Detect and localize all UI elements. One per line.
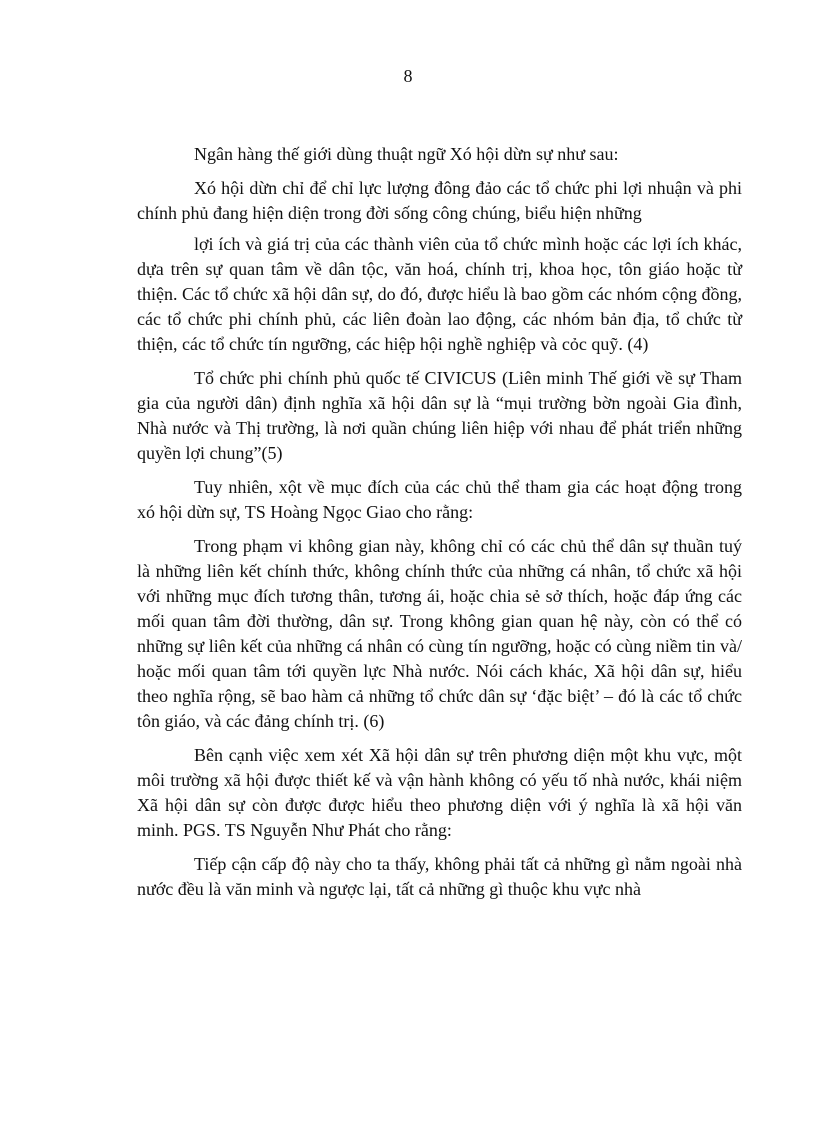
paragraph-4: Tổ chức phi chính phủ quốc tế CIVICUS (Liên minh Thế giới về sự Tham gia của người dân) định nghĩa xã hội dân sự là “mụi trường bờn ngoài Gia đình, Nhà nước và Thị trường, là nơi quần chúng liên hiệp với nhau để phát triển những quyền lợi chung”(5)	[137, 368, 742, 463]
paragraph-7: Bên cạnh việc xem xét Xã hội dân sự trên phương diện một khu vực, một môi trường xã hội được thiết kế và vận hành không có yếu tố nhà nước, khái niệm Xã hội dân sự còn được được hiểu theo phương diện với ý nghĩa là xã hội văn minh. PGS. TS Nguyễn Như Phát cho rằng:	[137, 745, 742, 840]
body-text	[137, 142, 742, 911]
paragraph-3: lợi ích và giá trị của các thành viên của tổ chức mình hoặc các lợi ích khác, dựa trên sự quan tâm về dân tộc, văn hoá, chính trị, khoa học, tôn giáo hoặc từ thiện. Các tổ chức xã hội dân sự, do đó, được hiểu là bao gồm các nhóm cộng đồng, các tổ chức phi chính phủ, các liên đoàn lao động, các nhóm bản địa, tổ chức từ thiện, các tổ chức tín ngưỡng, các hiệp hội nghề nghiệp và cỏc quỹ. (4)	[137, 234, 742, 354]
paragraph-1: Ngân hàng thế giới dùng thuật ngữ Xó hội dừn sự như sau:	[194, 144, 619, 164]
paragraph-6: Trong phạm vi không gian này, không chỉ có các chủ thể dân sự thuần tuý là những liên kết chính thức, không chính thức của những cá nhân, tổ chức xã hội với những mục đích tương thân, tương ái, hoặc chia sẻ sở thích, hoặc đáp ứng các mối quan tâm đời thường, dân sự. Trong không gian quan hệ này, còn có thể có những sự liên kết của những cá nhân có cùng tín ngưỡng, hoặc có cùng niềm tin và/ hoặc mối quan tâm tới quyền lực Nhà nước. Nói cách khác, Xã hội dân sự, hiểu theo nghĩa rộng, sẽ bao hàm cả những tổ chức dân sự ‘đặc biệt’ – đó là các tổ chức tôn giáo, và các đảng chính trị. (6)	[137, 536, 742, 731]
paragraph-2: Xó hội dừn chỉ để chỉ lực lượng đông đảo các tổ chức phi lợi nhuận và phi chính phủ đang hiện diện trong đời sống công chúng, biểu hiện những	[137, 178, 742, 223]
paragraph-5: Tuy nhiên, xột về mục đích của các chủ thể tham gia các hoạt động trong xó hội dừn sự, TS Hoàng Ngọc Giao cho rằng:	[137, 477, 742, 522]
page-number: 8	[403, 66, 413, 86]
paragraph-8: Tiếp cận cấp độ này cho ta thấy, không phải tất cả những gì nằm ngoài nhà nước đều là văn minh và ngược lại, tất cả những gì thuộc khu vực nhà	[137, 854, 742, 899]
